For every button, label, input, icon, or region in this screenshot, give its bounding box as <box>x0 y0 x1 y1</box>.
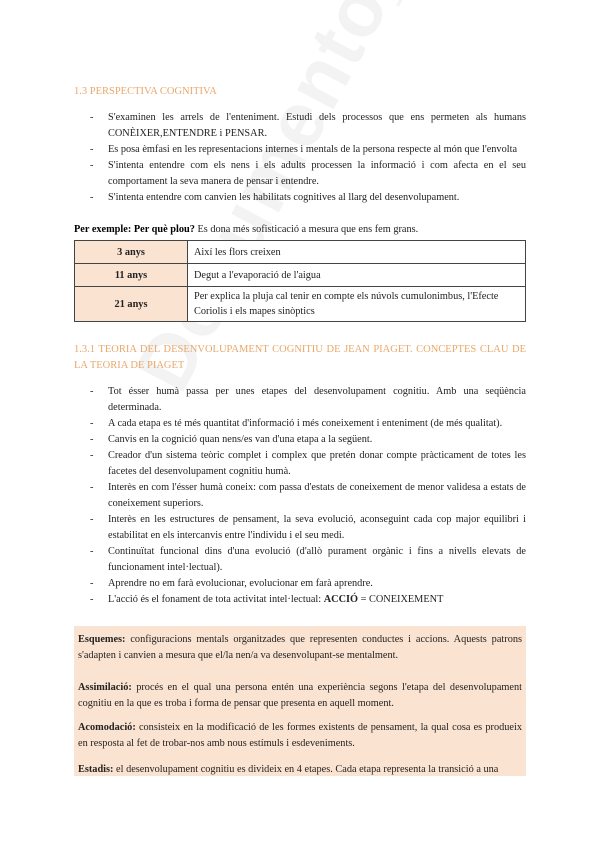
definition-term: Estadis: <box>78 764 114 775</box>
description-cell: Degut a l'evaporació de l'aigua <box>188 264 526 287</box>
table-row <box>75 241 526 264</box>
list-item: - Continuïtat funcional dins d'una evolució (d'allò purament orgànic i fins a nivells elevats de funcionament intel·lectual). <box>88 544 526 576</box>
example-line <box>74 222 526 238</box>
age-cell: 11 anys <box>75 264 188 287</box>
list-item <box>88 592 526 608</box>
action-prefix: L'acció és el fonament de tota activitat intel·lectual: <box>108 594 324 605</box>
list-item: - Creador d'un sistema teòric complet i complex que pretén donar compte pràcticament de totes les facetes del desenvolupament cognitiu humà. <box>88 448 526 480</box>
example-table <box>74 240 526 322</box>
definition-estadis <box>78 762 522 778</box>
action-suffix: = CONEIXEMENT <box>358 594 444 605</box>
list-item: - Tot ésser humà passa per unes etapes del desenvolupament cognitiu. Amb una seqüència determinada. <box>88 384 526 416</box>
teoria-piaget-list <box>88 384 526 608</box>
section-heading-teoria-piaget: 1.3.1 TEORIA DEL DESENVOLUPAMENT COGNITIU DE JEAN PIAGET. CONCEPTES CLAU DE LA TEORIA DE PIAGET <box>74 344 526 371</box>
description-cell: Així les flors creixen <box>188 241 526 264</box>
list-item: - Interès en les estructures de pensament, la seva evolució, aconseguint cada cop major equilibri i estabilitat en els intercanvis entre l'individu i el seu medi. <box>88 512 526 544</box>
list-item: - Aprendre no em farà evolucionar, evolucionar em farà aprendre. <box>88 576 526 592</box>
example-label: Per exemple: Per què plou? <box>74 224 195 235</box>
definition-esquemes <box>78 632 522 664</box>
definition-text: consisteix en la modificació de les formes existents de pensament, la qual cosa es produeix en resposta al fet de trobar-nos amb nous estímuls i esdeveniments. <box>78 722 522 749</box>
list-item: - Interès en com l'ésser humà coneix: com passa d'estats de coneixement de menor validesa a estats de coneixement superiors. <box>88 480 526 512</box>
list-item: - Canvis en la cognició quan nens/es van d'una etapa a la següent. <box>88 432 526 448</box>
list-item: - S'intenta entendre com canvien les habilitats cognitives al llarg del desenvolupament. <box>88 190 526 206</box>
list-item: - Es posa èmfasi en les representacions internes i mentals de la persona respecte al món que l'envolta <box>88 142 526 158</box>
definitions-box <box>74 626 526 776</box>
perspectiva-cognitiva-list <box>88 110 526 206</box>
definition-text: el desenvolupament cognitiu es divideix en 4 etapes. Cada etapa representa la transició a una <box>113 764 499 775</box>
definition-acomodacio <box>78 720 522 752</box>
definition-assimilacio <box>78 680 522 712</box>
list-item: - S'intenta entendre com els nens i els adults processen la informació i com afecta en el seu comportament la seva manera de pensar i entendre. <box>88 158 526 190</box>
table-row <box>75 264 526 287</box>
example-text: Es dona més sofisticació a mesura que ens fem grans. <box>194 224 419 235</box>
definition-term: Assimilació: <box>78 682 132 693</box>
definition-term: Acomodació: <box>78 722 136 733</box>
table-row <box>75 287 526 322</box>
list-item: - S'examinen les arrels de l'enteniment. Estudi dels processos que ens permeten als humans CONÈIXER,ENTENDRE i PENSAR. <box>88 110 526 142</box>
definition-text: configuracions mentals organitzades que representen conductes i accions. Aquests patrons s'adapten i canvien a mesura que el/la nen/a va desenvolupant-se mentalment. <box>78 634 522 661</box>
age-cell: 3 anys <box>75 241 188 264</box>
description-cell: Per explica la pluja cal tenir en compte els núvols cumulonimbus, l'Efecte Coriolis i els mapes sinòptics <box>188 287 526 322</box>
definition-text: procés en el qual una persona entén una experiència segons l'etapa del desenvolupament cognitiu en la que es troba i forma de pensar que presenta en aquell moment. <box>78 682 522 709</box>
action-bold: ACCIÓ <box>323 594 359 605</box>
section-heading-perspectiva-cognitiva: 1.3 PERSPECTIVA COGNITIVA <box>74 86 217 97</box>
list-item: - A cada etapa es té més quantitat d'informació i més coneixement i enteniment (de més qualitat). <box>88 416 526 432</box>
age-cell: 21 anys <box>75 287 188 322</box>
definition-term: Esquemes: <box>78 634 126 645</box>
